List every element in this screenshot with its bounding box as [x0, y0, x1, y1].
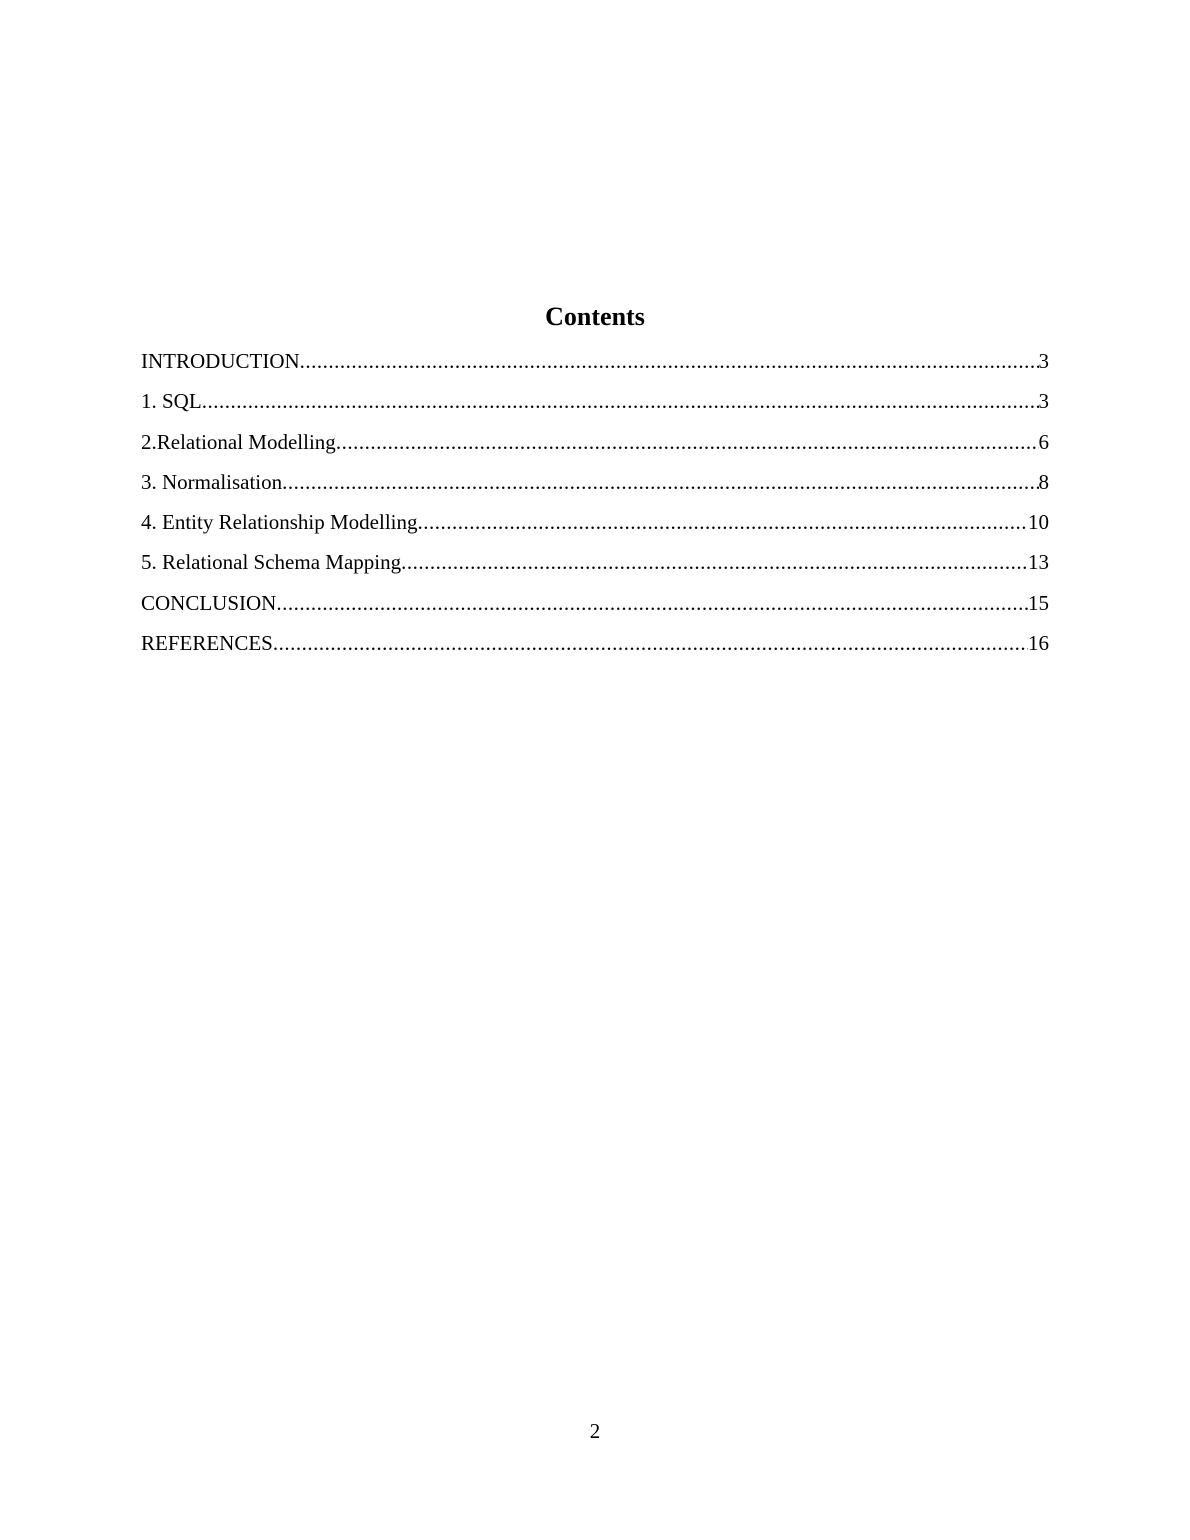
toc-dot-leader	[336, 426, 1039, 458]
toc-dot-leader	[276, 587, 1028, 619]
toc-entry-label: 1. SQL	[141, 389, 202, 414]
toc-entry-label: INTRODUCTION	[141, 349, 300, 373]
toc-entry-label: 2.Relational Modelling	[141, 429, 336, 454]
toc-entry-relational-modelling[interactable]	[141, 426, 1049, 466]
toc-entry-sql[interactable]	[141, 385, 1049, 425]
table-of-contents	[141, 345, 1049, 667]
toc-entry-conclusion[interactable]	[141, 587, 1049, 627]
toc-title: Contents	[545, 302, 645, 331]
toc-entry-page: 3	[1038, 349, 1049, 373]
toc-entry-references[interactable]	[141, 627, 1049, 667]
toc-entry-label: CONCLUSION	[141, 590, 277, 615]
toc-entry-page: 3	[1038, 389, 1049, 414]
toc-entry-page: 15	[1028, 590, 1049, 615]
toc-entry-page: 10	[1028, 510, 1049, 535]
page-number: 2	[589, 1419, 601, 1443]
toc-entry-schema-mapping[interactable]	[141, 546, 1049, 586]
toc-entry-label: REFERENCES	[141, 631, 273, 656]
toc-entry-normalisation[interactable]	[141, 466, 1049, 506]
toc-entry-label: 4. Entity Relationship Modelling	[141, 510, 418, 535]
toc-dot-leader	[418, 506, 1029, 538]
toc-entry-label: 5. Relational Schema Mapping	[141, 550, 402, 575]
toc-entry-page: 13	[1028, 550, 1049, 575]
toc-dot-leader	[300, 345, 1039, 377]
toc-entry-introduction[interactable]	[141, 345, 1049, 385]
toc-dot-leader	[202, 385, 1039, 417]
toc-dot-leader	[273, 627, 1028, 659]
toc-entry-page: 8	[1038, 469, 1049, 494]
toc-dot-leader	[282, 466, 1038, 498]
toc-entry-page: 6	[1038, 429, 1049, 454]
toc-entry-label: 3. Normalisation	[141, 469, 283, 494]
toc-entry-er-modelling[interactable]	[141, 506, 1049, 546]
toc-entry-page: 16	[1028, 631, 1049, 656]
toc-dot-leader	[401, 546, 1028, 578]
